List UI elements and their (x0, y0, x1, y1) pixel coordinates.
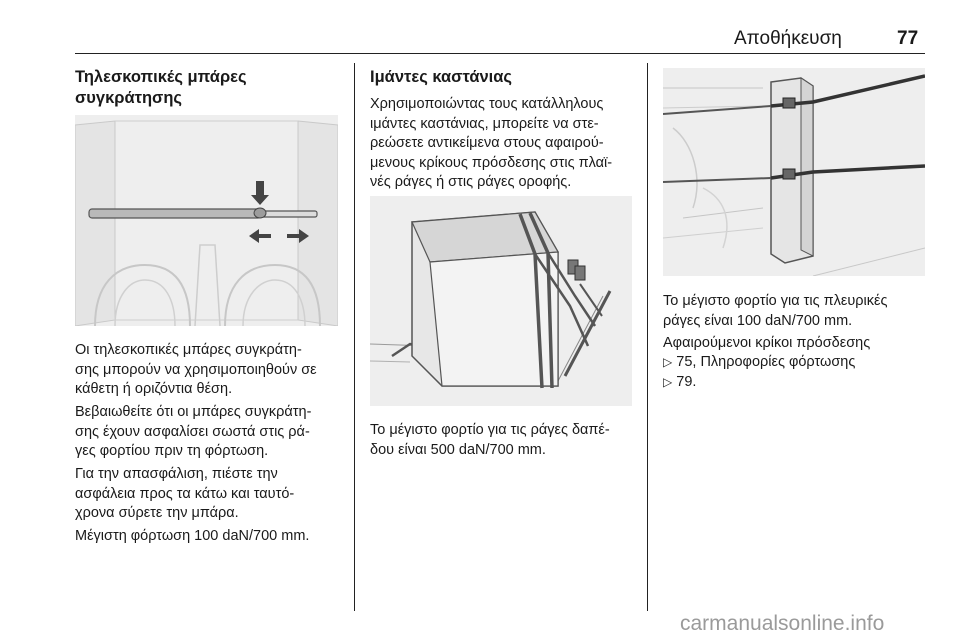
arrow-right-icon: ▷ (663, 355, 673, 369)
arrow-right-icon: ▷ (663, 375, 673, 389)
xref-line-2 (663, 373, 925, 393)
left-paragraph-3: Για την απασφάλιση, πιέστε την ασφάλεια προς τα κάτω και ταυτό- χρονα σύρετε την μπάρα. (75, 466, 295, 522)
left-paragraph-4: Μέγιστη φόρτωση 100 daN/700 mm. (75, 528, 310, 544)
telescopic-bars-title: Τηλεσκοπικές μπάρες συγκράτησης (75, 68, 247, 107)
removable-rings-label: Αφαιρούμενοι κρίκοι πρόσδεσης (663, 335, 871, 351)
watermark: carmanualsonline.info (680, 612, 885, 635)
column-divider-1 (354, 63, 355, 611)
ratchet-straps-intro: Χρησιμοποιώντας τους κατάλληλους ιμάντες καστάνιας, μπορείτε να στε- ρεώσετε αντικείμενα στους αφαιρού- μενους κρίκους πρόσδεσης στις πλαϊ- νές ράγες ή στις ράγες οροφής. (370, 96, 613, 191)
telescopic-bar-figure (75, 115, 338, 326)
left-paragraph-2: Βεβαιωθείτε ότι οι μπάρες συγκράτη- σης έχουν ασφαλίσει σωστά στις ρά- γες φορτίου πριν τη φόρτωση. (75, 404, 312, 460)
ratchet-strap-figure (370, 196, 632, 406)
side-rails-load-note: Το μέγιστο φορτίο για τις πλευρικές ράγες είναι 100 daN/700 mm. (663, 293, 888, 329)
side-rail-strap-illustration-icon (663, 68, 925, 276)
ratchet-straps-title: Ιμάντες καστάνιας (370, 68, 512, 86)
xref-link-2[interactable]: 79. (676, 374, 697, 390)
section-title: Αποθήκευση (734, 28, 842, 49)
telescopic-bar-illustration-icon (75, 115, 338, 326)
column-divider-2 (647, 63, 648, 611)
header-rule (75, 53, 925, 54)
xref-line-1 (663, 353, 925, 373)
page-number: 77 (897, 28, 919, 49)
floor-rails-load-note: Το μέγιστο φορτίο για τις ράγες δαπέ- δου είναι 500 daN/700 mm. (370, 422, 610, 458)
side-rail-strap-figure (663, 68, 925, 276)
ratchet-strap-box-illustration-icon (370, 196, 632, 406)
left-paragraph-1: Οι τηλεσκοπικές μπάρες συγκράτη- σης μπορούν να χρησιμοποιηθούν σε κάθετη ή οριζόντια θέση. (75, 342, 317, 398)
xref-link-1[interactable]: 75, Πληροφορίες φόρτωσης (676, 354, 856, 370)
